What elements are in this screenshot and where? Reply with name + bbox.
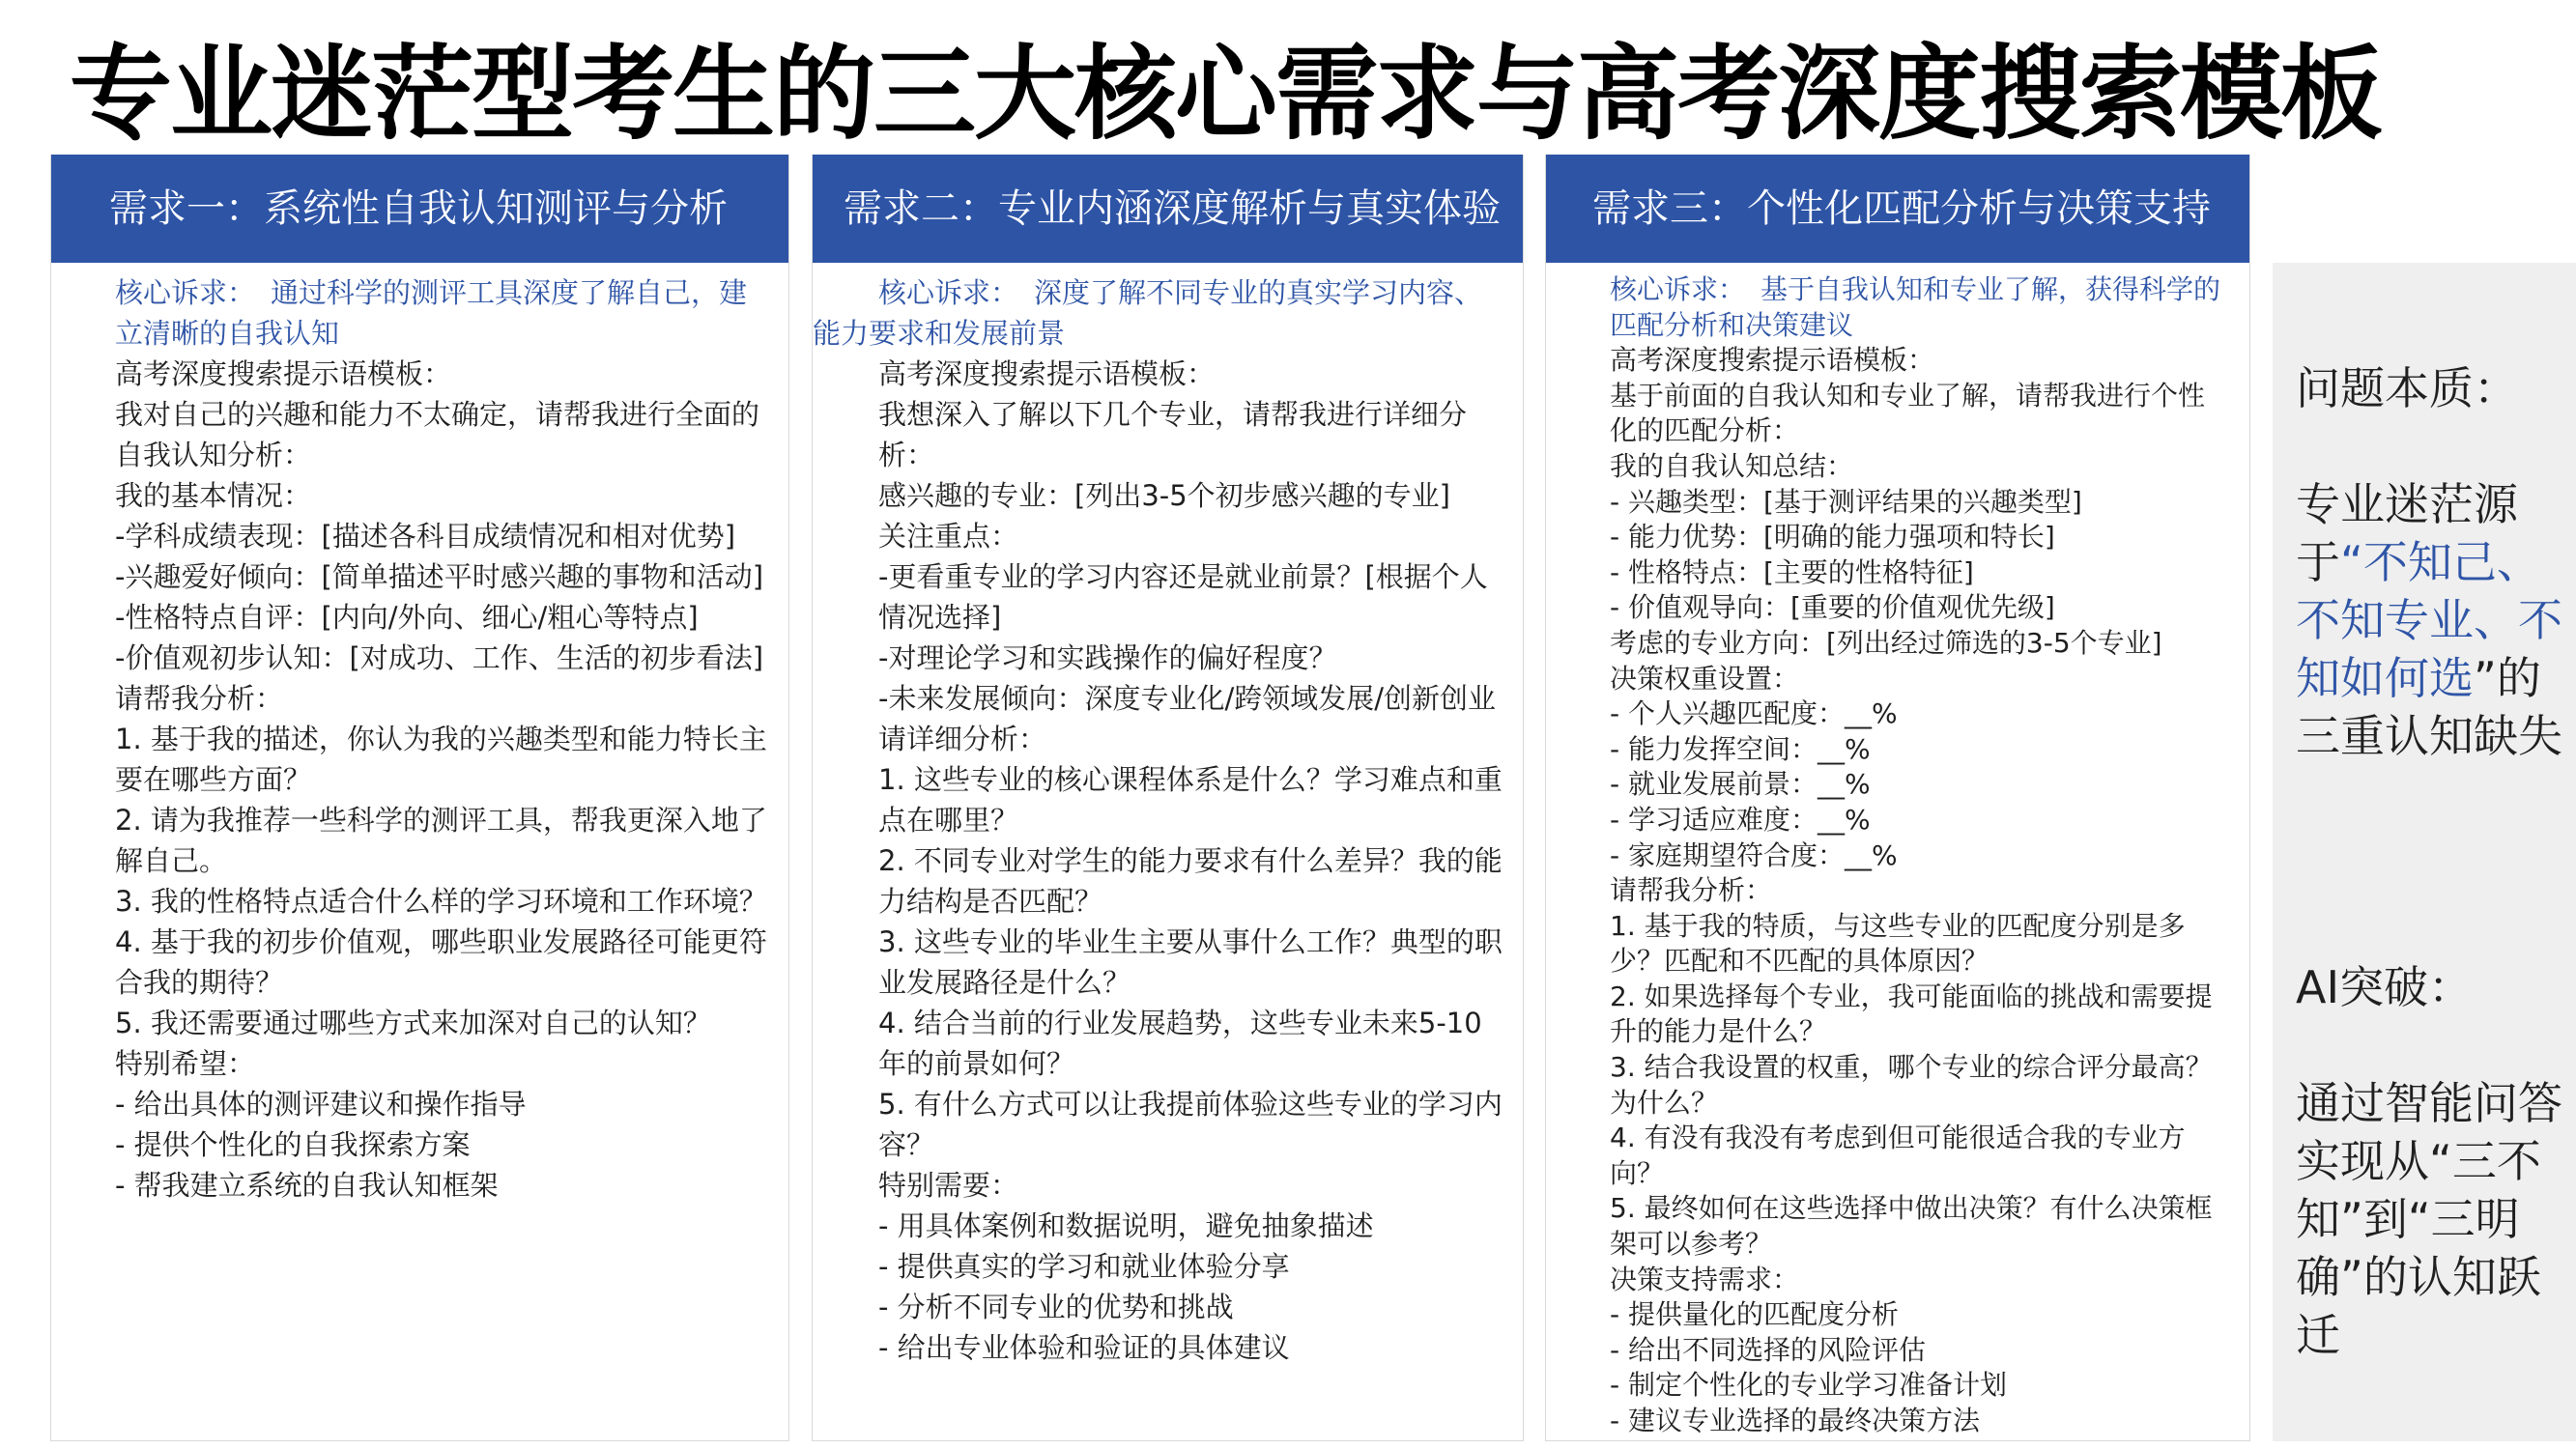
template-line: - 制定个性化的专业学习准备计划	[1610, 1369, 2008, 1402]
template-line: 请详细分析：	[878, 723, 1047, 755]
template-line: 关注重点：	[878, 520, 1019, 553]
requirement-card-1	[50, 155, 789, 1441]
template-line: - 分析不同专业的优势和挑战	[878, 1291, 1234, 1323]
template-line: 5. 最终如何在这些选择中做出决策？有什么决策框架可以参考？	[1610, 1192, 2213, 1261]
template-line: -未来发展倾向：深度专业化/跨领域发展/创新创业	[878, 682, 1497, 715]
template-line: 请帮我分析：	[115, 682, 284, 715]
template-line: 1. 基于我的描述，你认为我的兴趣类型和能力特长主要在哪些方面？	[115, 723, 767, 796]
template-line: - 提供量化的匹配度分析	[1610, 1298, 1900, 1331]
card-header-1: 需求一：系统性自我认知测评与分析	[51, 155, 788, 263]
template-line: - 兴趣类型：[基于测评结果的兴趣类型]	[1610, 485, 2082, 518]
template-line: - 用具体案例和数据说明，避免抽象描述	[878, 1209, 1374, 1242]
template-line: - 建议专业选择的最终决策方法	[1610, 1405, 1981, 1436]
template-line: - 学习适应难度：__%	[1610, 803, 1871, 836]
template-line: 我的基本情况：	[115, 479, 312, 512]
core-label: 核心诉求：	[115, 276, 256, 309]
template-line: - 家庭期望符合度：__%	[1610, 838, 1898, 871]
core-appeal-2	[813, 272, 1505, 354]
template-line: 感兴趣的专业：[列出3-5个初步感兴趣的专业]	[878, 479, 1450, 512]
ai-label: AI突破：	[2296, 961, 2474, 1013]
template-line: 高考深度搜索提示语模板：	[1610, 344, 1935, 377]
template-line: 5. 我还需要通过哪些方式来加深对自己的认知？	[115, 1007, 711, 1039]
requirement-card-3	[1545, 155, 2250, 1441]
template-line: - 提供真实的学习和就业体验分享	[878, 1250, 1290, 1283]
template-line: - 帮我建立系统的自我认知框架	[115, 1169, 499, 1202]
template-line: 我对自己的兴趣和能力不太确定，请帮我进行全面的自我认知分析：	[115, 398, 760, 471]
template-line: 特别需要：	[878, 1169, 1019, 1202]
template-line: 3. 我的性格特点适合什么样的学习环境和工作环境？	[115, 885, 767, 918]
ai-statement: 通过智能问答实现从“三不知”到“三明确”的认知跃迁	[2296, 1077, 2562, 1361]
core-text: 通过科学的测评工具深度了解自己，建立清晰的自我认知	[115, 276, 748, 350]
template-line: 5. 有什么方式可以让我提前体验这些专业的学习内容？	[878, 1088, 1503, 1161]
template-line: 高考深度搜索提示语模板：	[878, 357, 1216, 390]
template-line: 我想深入了解以下几个专业，请帮我进行详细分析：	[878, 398, 1468, 471]
card-body-1	[115, 272, 769, 1206]
summary-text	[2296, 359, 2566, 1364]
template-line: -价值观初步认知：[对成功、工作、生活的初步看法]	[115, 641, 764, 674]
core-appeal-3	[1610, 272, 2228, 343]
template-line: - 就业发展前景：__%	[1610, 768, 1871, 801]
template-line: - 个人兴趣匹配度：__%	[1610, 697, 1898, 730]
template-line: - 能力优势：[明确的能力强项和特长]	[1610, 521, 2055, 554]
essence-highlight: “不知己、不知专业、不知如何选	[2296, 536, 2562, 704]
template-line: - 能力发挥空间：__%	[1610, 732, 1871, 765]
essence-label: 问题本质：	[2296, 362, 2518, 414]
core-appeal-1	[115, 272, 769, 354]
card-body-3	[1610, 272, 2228, 1439]
essence-post: ”的三重认知缺失	[2296, 652, 2562, 762]
template-line: -对理论学习和实践操作的偏好程度？	[878, 641, 1337, 674]
template-line: 2. 不同专业对学生的能力要求有什么差异？我的能力结构是否匹配？	[878, 844, 1503, 918]
template-line: 决策权重设置：	[1610, 662, 1800, 695]
template-line: - 提供个性化的自我探索方案	[115, 1128, 471, 1161]
core-text: 基于自我认知和专业了解，获得科学的匹配分析和决策建议	[1610, 273, 2221, 341]
summary-panel	[2273, 263, 2576, 1441]
template-line: -更看重专业的学习内容还是就业前景？[根据个人情况选择]	[878, 560, 1488, 634]
requirement-card-2	[812, 155, 1524, 1441]
template-line: -性格特点自评：[内向/外向、细心/粗心等特点]	[115, 601, 699, 634]
essence-statement	[2296, 475, 2566, 765]
template-line: 3. 结合我设置的权重，哪个专业的综合评分最高？为什么？	[1610, 1051, 2213, 1119]
template-line: -学科成绩表现：[描述各科目成绩情况和相对优势]	[115, 520, 736, 553]
template-line: 1. 基于我的特质，与这些专业的匹配度分别是多少？匹配和不匹配的具体原因？	[1610, 909, 2186, 978]
template-line: 考虑的专业方向：[列出经过筛选的3-5个专业]	[1610, 626, 2162, 659]
core-label: 核心诉求：	[878, 276, 1019, 309]
template-line: 4. 结合当前的行业发展趋势，这些专业未来5-10年的前景如何？	[878, 1007, 1482, 1080]
template-line: 2. 请为我推荐一些科学的测评工具，帮我更深入地了解自己。	[115, 804, 767, 877]
template-line: - 价值观导向：[重要的价值观优先级]	[1610, 591, 2055, 624]
template-line: 4. 基于我的初步价值观，哪些职业发展路径可能更符合我的期待？	[115, 925, 767, 999]
template-line: 我的自我认知总结：	[1610, 449, 1854, 482]
core-text: 深度了解不同专业的真实学习内容、能力要求和发展前景	[813, 276, 1483, 350]
card-body-2	[813, 272, 1505, 1368]
card-header-2: 需求二：专业内涵深度解析与真实体验	[813, 155, 1523, 263]
template-line: - 给出专业体验和验证的具体建议	[878, 1331, 1290, 1364]
template-line: 3. 这些专业的毕业生主要从事什么工作？典型的职业发展路径是什么？	[878, 925, 1503, 999]
template-line: 决策支持需求：	[1610, 1263, 1800, 1295]
template-line: 基于前面的自我认知和专业了解，请帮我进行个性化的匹配分析：	[1610, 379, 2206, 447]
page-title: 专业迷茫型考生的三大核心需求与高考深度搜索模板	[70, 35, 2381, 154]
template-line: 请帮我分析：	[1610, 874, 1773, 907]
core-label: 核心诉求：	[1610, 273, 1746, 305]
card-header-3: 需求三：个性化匹配分析与决策支持	[1546, 155, 2249, 263]
template-line: -兴趣爱好倾向：[简单描述平时感兴趣的事物和活动]	[115, 560, 764, 593]
template-line: 4. 有没有我没有考虑到但可能很适合我的专业方向？	[1610, 1122, 2186, 1189]
template-line: - 给出具体的测评建议和操作指导	[115, 1088, 527, 1121]
essence-pre: 专业迷茫源于	[2296, 478, 2518, 588]
template-line: - 性格特点：[主要的性格特征]	[1610, 555, 1974, 588]
template-line: 高考深度搜索提示语模板：	[115, 357, 452, 390]
template-line: 1. 这些专业的核心课程体系是什么？学习难点和重点在哪里？	[878, 763, 1503, 837]
template-line: - 给出不同选择的风险评估	[1610, 1333, 1927, 1366]
template-line: 特别希望：	[115, 1047, 256, 1080]
template-line: 2. 如果选择每个专业，我可能面临的挑战和需要提升的能力是什么？	[1610, 980, 2213, 1048]
